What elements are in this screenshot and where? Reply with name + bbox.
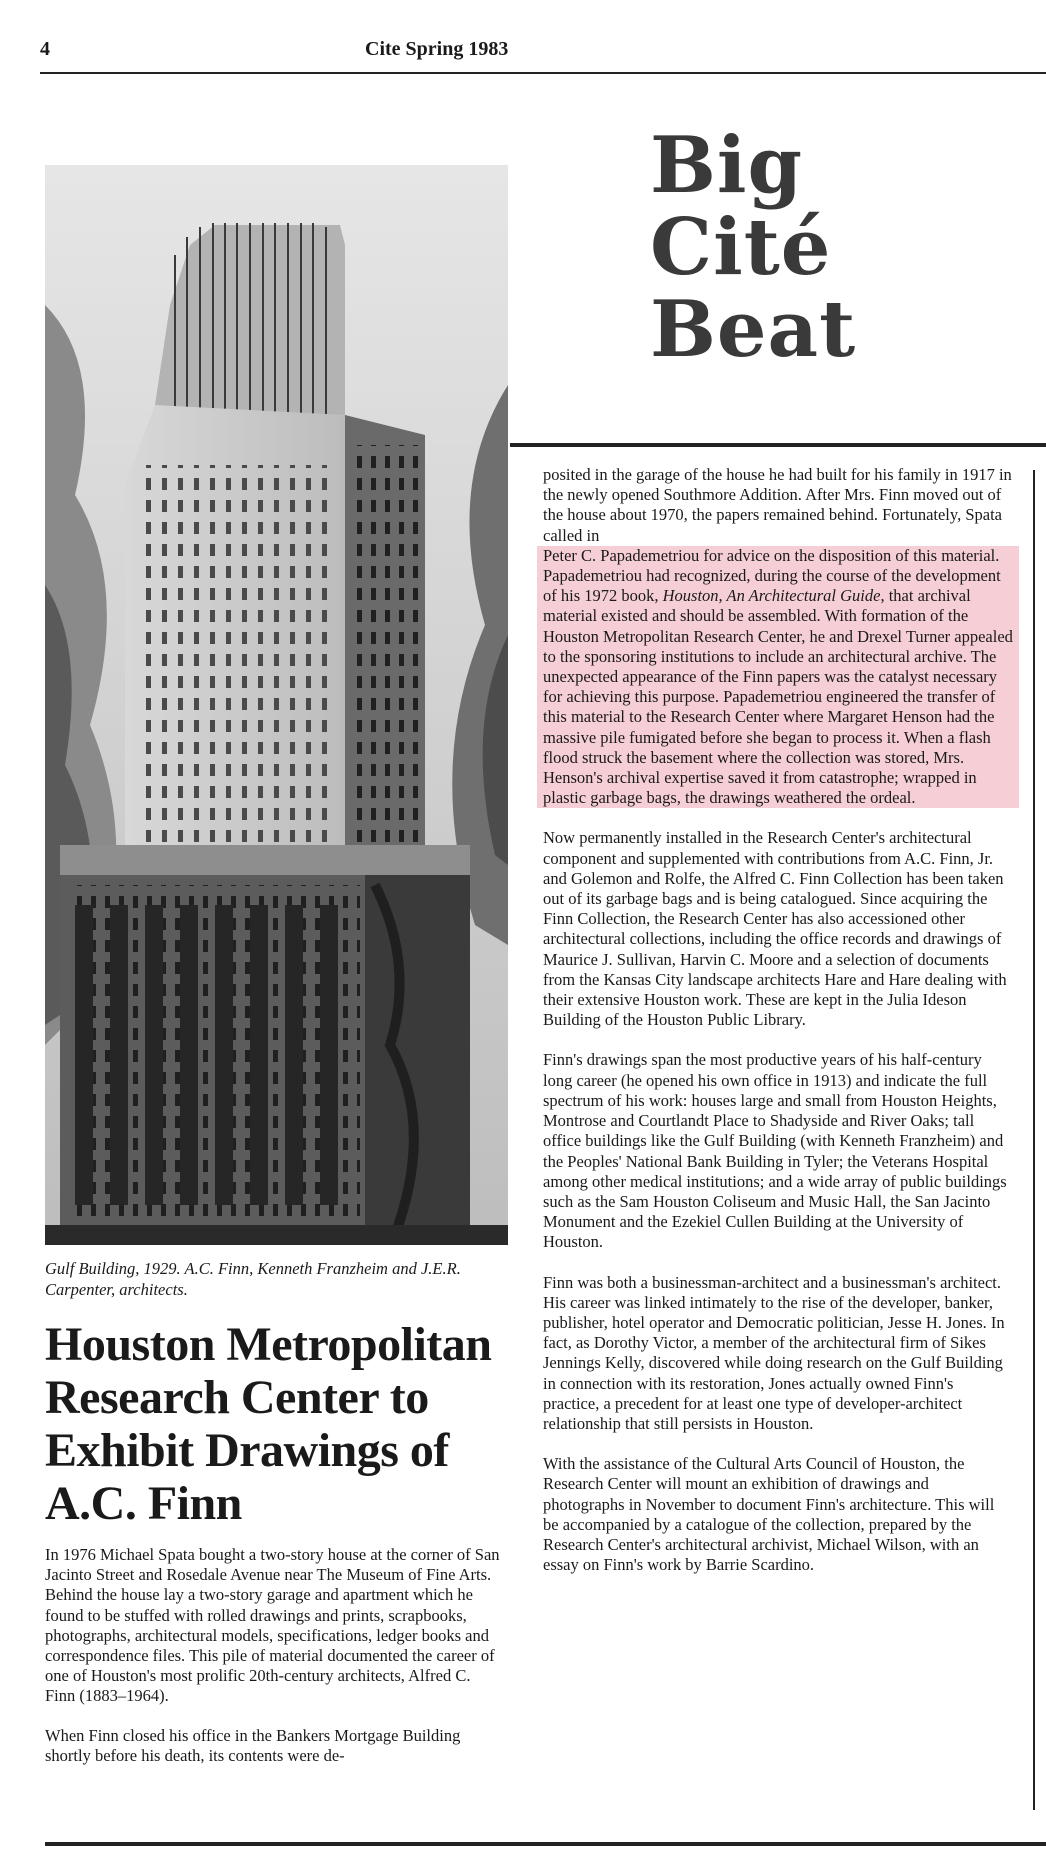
paragraph: With the assistance of the Cultural Arts Council of Houston, the Research Center will mount an exhibition of drawings and photographs in November to document Finn's architecture. This will be accompanied by a catalogue of the collection, prepared by the Research Center's architectural archivist, Michael Wilson, with an essay on Finn's work by Barrie Scardino. [543, 1454, 995, 1575]
page-number: 4 [40, 38, 50, 60]
paragraph: Finn's drawings span the most productive years of his half-century long career (he opened his own office in 1913) and indicate the full spectrum of his work: houses large and small from Houston Heights, Montrose and Courtlandt Place to Shadyside and River Oaks; tall office buildings like the Gulf Building (with Kenneth Franzheim) and the Peoples' National Bank Building in Tyler; the Veterans Hospital among other medical institutions; and a wide array of public buildings such as the Sam Houston Coliseum and Music Hall, the San Jacinto Monument and the Ezekiel Cullen Building at the University of Houston. [543, 1050, 1007, 1252]
page-bottom-rule [45, 1842, 1046, 1846]
page-header [40, 36, 1046, 74]
publication-title: Cite Spring 1983 [365, 38, 509, 60]
paragraph-text: Peter C. Papademetriou for advice on the disposition of this material. Papademetriou had recognized, during the course of the development of his 1972 book, [543, 545, 1001, 606]
article-headline: Houston Metropolitan Research Center to Exhibit Drawings of A.C. Finn [45, 1318, 492, 1530]
column-rule [1033, 470, 1035, 1810]
paragraph-text: posited in the garage of the house he had built for his family in 1917 in the newly opened Southmore Addition. After Mrs. Finn moved out of the house about 1970, the papers remained behind. Fortunately, Spata called in [543, 465, 1012, 545]
paragraph: Now permanently installed in the Research Center's architectural component and supplemented with contributions from A.C. Finn, Jr. and Golemon and Rolfe, the Alfred C. Finn Collection has been taken out of its garbage bags and is being catalogued. Since acquiring the Finn Collection, the Research Center has also accessioned other architectural collections, including the office records and drawings of Maurice J. Sullivan, Harvin C. Moore and a selection of documents from the Kansas City landscape architects Hare and Hare dealing with their extensive Houston work. These are kept in the Julia Ideson Building of the Houston Public Library. [543, 828, 1007, 1030]
right-column [543, 465, 1013, 1595]
book-title: Houston, An Architectural Guide [662, 586, 881, 606]
department-title-line: Beat [650, 284, 857, 375]
photo-caption: Gulf Building, 1929. A.C. Finn, Kenneth Franzheim and J.E.R. Carpenter, architects. [45, 1259, 461, 1299]
paragraph: Finn was both a businessman-architect and a businessman's architect. His career was linked intimately to the rise of the developer, banker, publisher, hotel operator and Democratic politician, Jesse H. Jones. In fact, as Dorothy Victor, a member of the architectural firm of Sikes Jennings Kelly, discovered while doing research on the Gulf Building in connection with its restoration, Jones actually owned Finn's practice, a precedent for at least one type of developer-architect relationship that still persists in Houston. [543, 1272, 1005, 1433]
department-title-line: Big [650, 120, 804, 211]
paragraph-text: , that archival material existed and should be assembled. With formation of the Houston Metropolitan Research Center, he and Drexel Turner appealed to the sponsoring institutions to include an architectural archive. The unexpected appearance of the Finn papers was the catalyst necessary for achieving this purpose. Papademetriou engineered the transfer of this material to the Research Center where Margaret Henson had the massive pile fumigated before she began to process it. When a flash flood struck the basement where the collection was stored, Mrs. Henson's archival expertise saved it from catastrophe; wrapped in plastic garbage bags, the drawings weathered the ordeal. [543, 586, 1013, 808]
gulf-building-illustration-icon [45, 165, 508, 1245]
paragraph: When Finn closed his office in the Bankers Mortgage Building shortly before his death, its contents were de- [45, 1725, 461, 1765]
paragraph: In 1976 Michael Spata bought a two-story house at the corner of San Jacinto Street and Rosedale Avenue near The Museum of Fine Arts. Behind the house lay a two-story garage and apartment which he found to be stuffed with rolled drawings and prints, scrapbooks, photographs, architectural models, specifications, ledger books and correspondence files. This pile of material documented the career of one of Houston's most prolific 20th-century architects, Alfred C. Finn (1883–1964). [45, 1545, 500, 1706]
department-title [650, 120, 857, 375]
highlighted-passage [537, 546, 1019, 809]
paragraph [543, 465, 1013, 808]
left-column [45, 1545, 500, 1785]
department-rule [510, 443, 1046, 447]
department-title-line: Cité [650, 202, 832, 293]
